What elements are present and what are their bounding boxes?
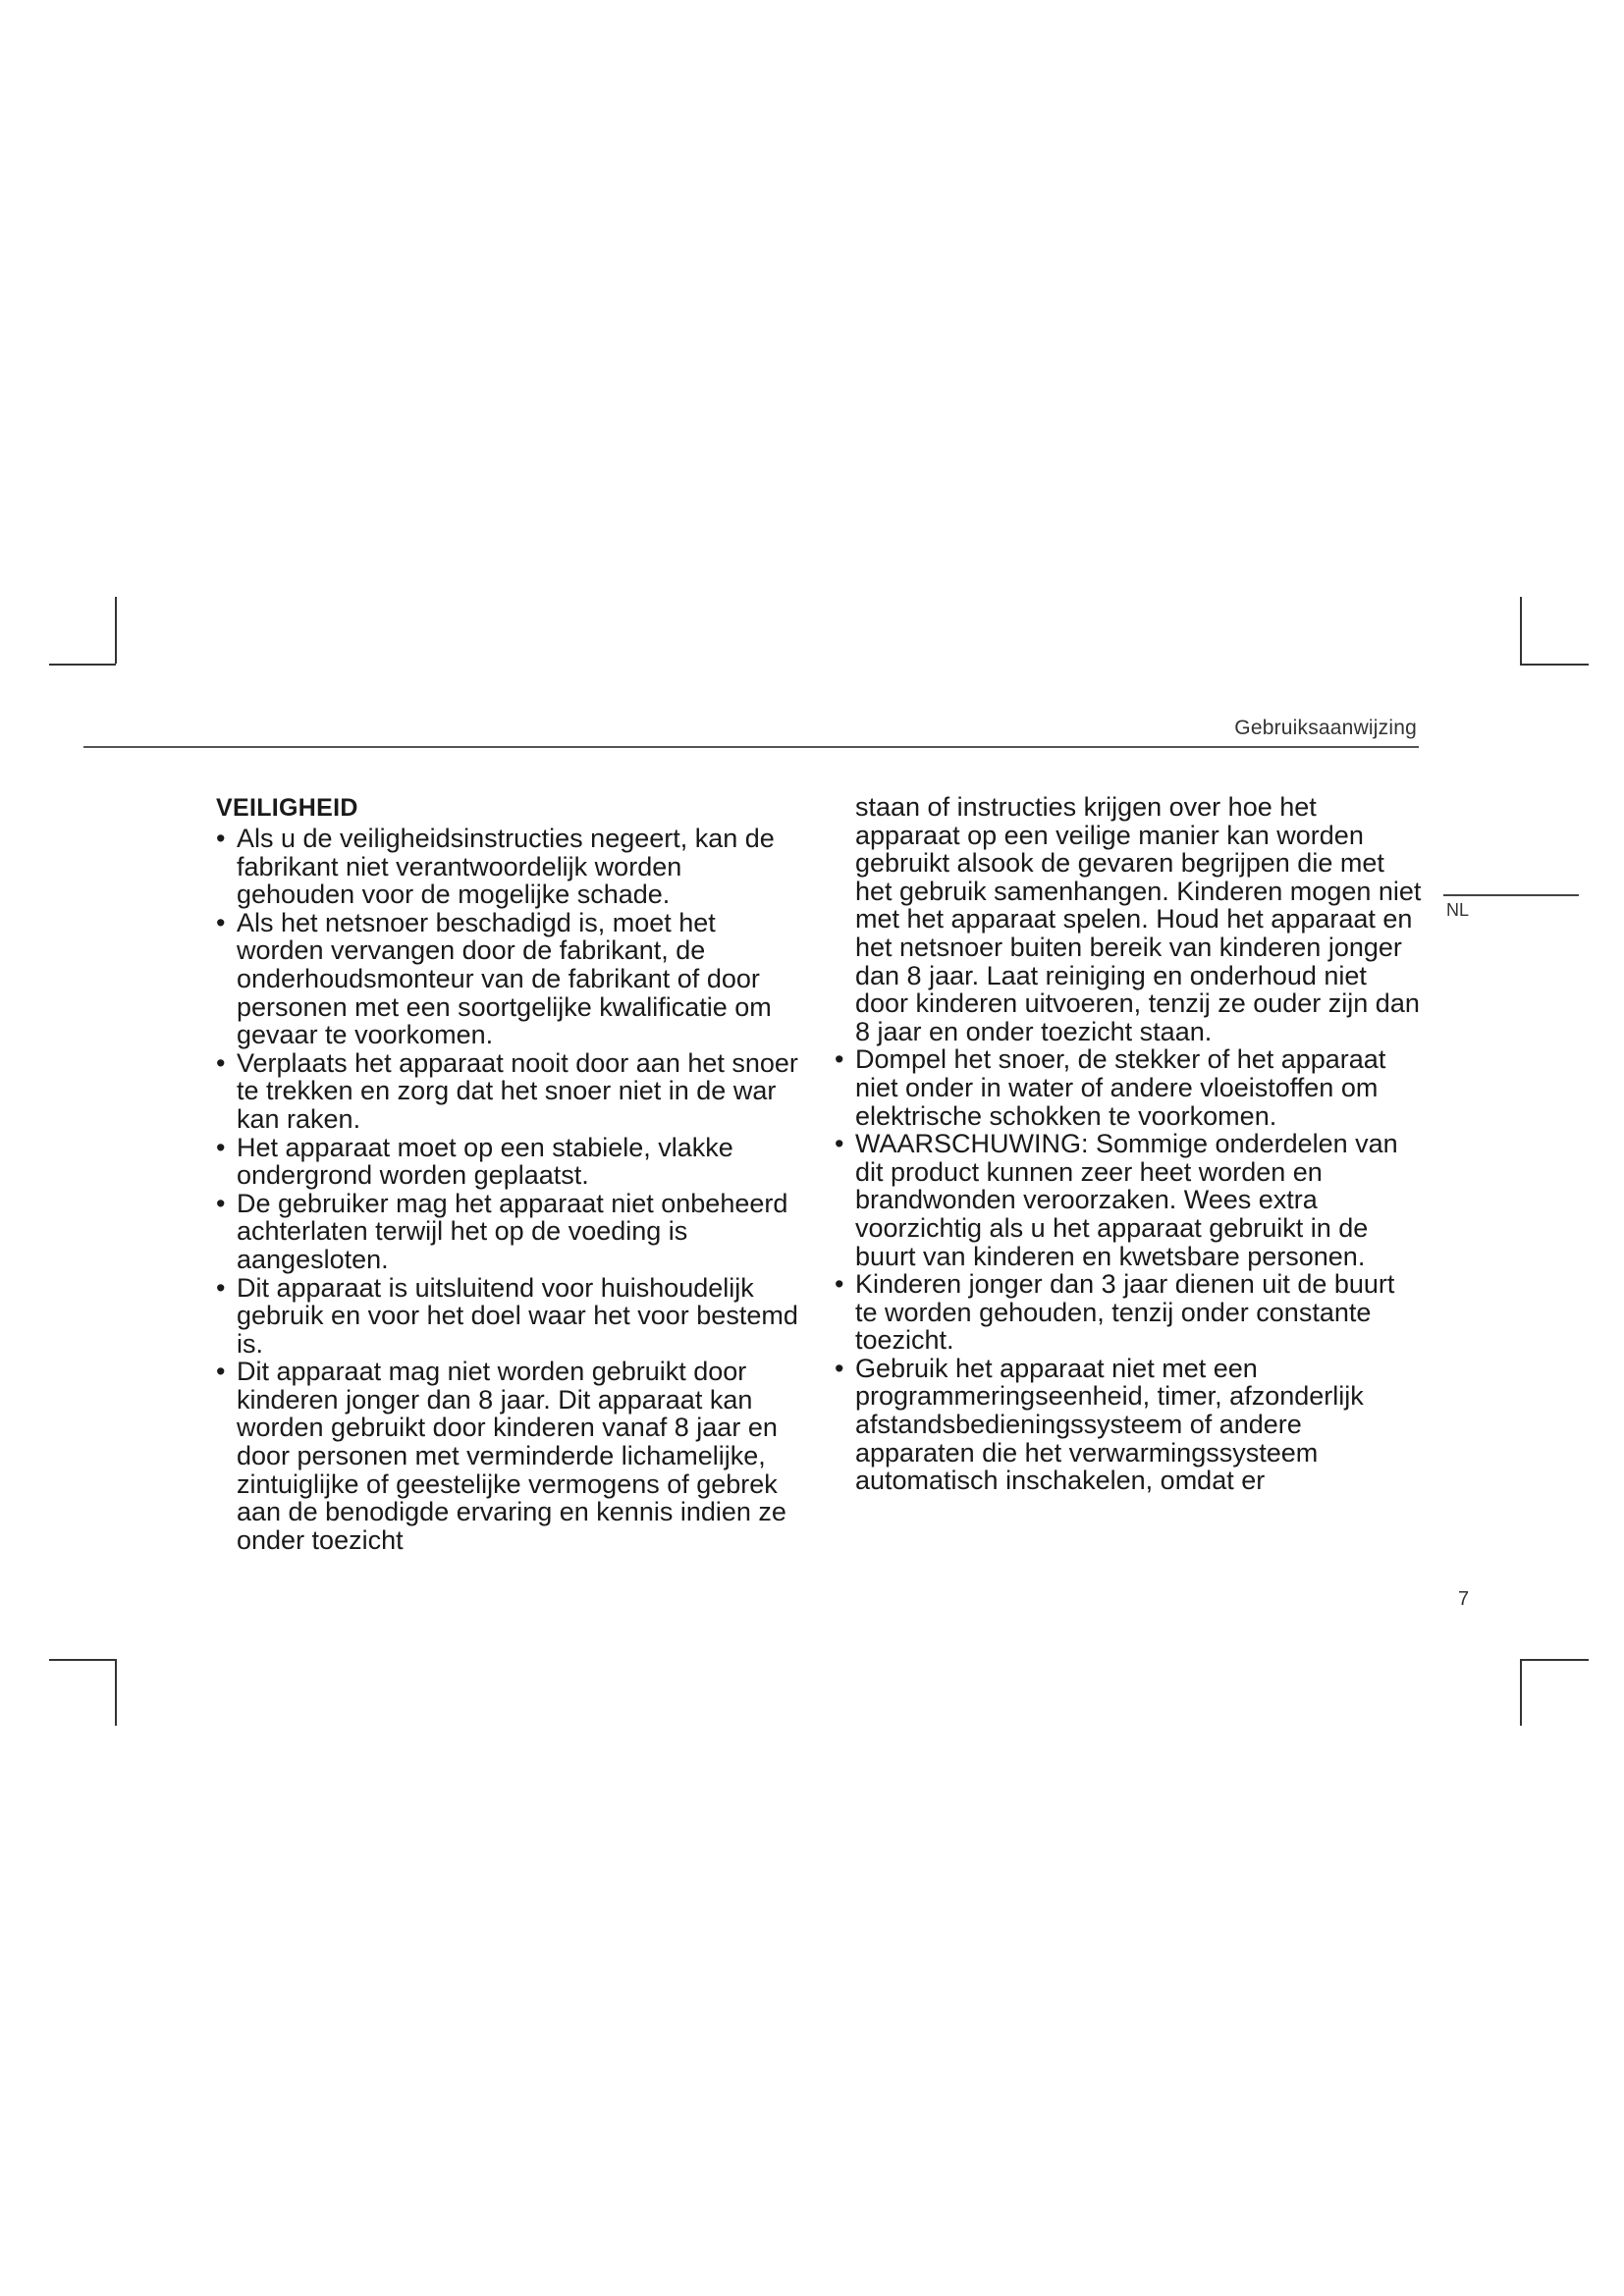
header-rule [83, 746, 1419, 748]
list-item: • WAARSCHUWING: Sommige onderdelen van dit product kunnen zeer heet worden en brandwonden veroorzaken. Wees extra voorzichtig als u het apparaat gebruikt in de buurt van kinderen en kwetsbare personen. [835, 1130, 1424, 1270]
safety-list-right [835, 1045, 1424, 1495]
safety-list-left [216, 825, 805, 1554]
list-item: • Gebruik het apparaat niet met een programmeringseenheid, timer, afzonderlijk afstandsbedieningssysteem of andere apparaten die het verwarmingssysteem automatisch inschakelen, omdat er [835, 1355, 1424, 1495]
list-item: • Dit apparaat mag niet worden gebruikt door kinderen jonger dan 8 jaar. Dit apparaat kan worden gebruikt door kinderen vanaf 8 jaar en door personen met verminderde lichamelijke, zintuiglijke of geestelijke vermogens of gebrek aan de benodigde ervaring en kennis indien ze onder toezicht [216, 1358, 805, 1554]
list-item: • Het apparaat moet op een stabiele, vlakke ondergrond worden geplaatst. [216, 1134, 805, 1190]
list-item: • Dit apparaat is uitsluitend voor huishoudelijk gebruik en voor het doel waar het voor bestemd is. [216, 1274, 805, 1359]
crop-mark-bottom-right [1520, 1659, 1589, 1661]
left-column [216, 793, 805, 1554]
language-tab-rule [1443, 894, 1579, 896]
crop-mark-top-left [115, 597, 117, 664]
crop-mark-top-right [1520, 664, 1589, 666]
crop-mark-top-left [49, 664, 116, 666]
crop-mark-bottom-left [49, 1659, 116, 1661]
list-item: • Als u de veiligheidsinstructies negeert, kan de fabrikant niet verantwoordelijk worden gehouden voor de mogelijke schade. [216, 825, 805, 909]
list-item: • De gebruiker mag het apparaat niet onbeheerd achterlaten terwijl het op de voeding is aangesloten. [216, 1190, 805, 1274]
list-item: • Dompel het snoer, de stekker of het apparaat niet onder in water of andere vloeistoffen om elektrische schokken te voorkomen. [835, 1045, 1424, 1130]
crop-mark-top-right [1520, 597, 1522, 664]
right-column [835, 793, 1424, 1495]
language-tab: NL [1446, 900, 1470, 920]
list-item: • Verplaats het apparaat nooit door aan het snoer te trekken en zorg dat het snoer niet in de war kan raken. [216, 1049, 805, 1134]
continued-paragraph: staan of instructies krijgen over hoe het apparaat op een veilige manier kan worden gebruikt alsook de gevaren begrijpen die met het gebruik samenhangen. Kinderen mogen niet met het apparaat spelen. Houd het apparaat en het netsnoer buiten bereik van kinderen jonger dan 8 jaar. Laat reiniging en onderhoud niet door kinderen uitvoeren, tenzij ze ouder zijn dan 8 jaar en onder toezicht staan. [855, 792, 1422, 1046]
crop-mark-bottom-right [1520, 1659, 1522, 1726]
page-number: 7 [1458, 1588, 1470, 1610]
list-item: • Als het netsnoer beschadigd is, moet het worden vervangen door de fabrikant, de onderhoudsmonteur van de fabrikant of door personen met een soortgelijke kwalificatie om gevaar te voorkomen. [216, 909, 805, 1049]
header-title: Gebruiksaanwijzing [1234, 717, 1417, 739]
list-item: • Kinderen jonger dan 3 jaar dienen uit de buurt te worden gehouden, tenzij onder constante toezicht. [835, 1270, 1424, 1355]
section-heading: VEILIGHEID [216, 794, 358, 822]
crop-mark-bottom-left [115, 1659, 117, 1726]
